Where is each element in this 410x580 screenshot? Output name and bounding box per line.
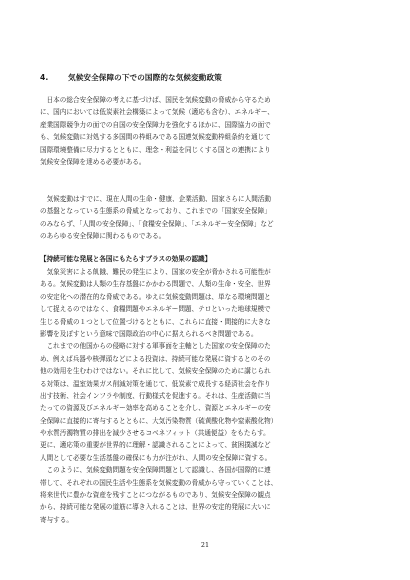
text-line: 産業国際競争力の面での自国の安全保障力を強化するほかに、国際協力の面で [40, 120, 271, 129]
section-number: 4. [40, 73, 49, 82]
paragraph-3 [40, 266, 370, 526]
text-line: のみならず、「人間の安全保障」、「食糧安全保障」、「エネルギー安全保障」など [40, 219, 274, 228]
text-line: このように、気候変動問題を安全保障問題として認識し、各国が国際的に連 [40, 466, 271, 475]
text-line: 国際環境整備に尽力するとともに、理念・利益を同じくする国との連携により [40, 145, 271, 154]
text-line: る対策は、温室効果ガス削減対策を通じて、低炭素で成長する経済社会を作り [40, 379, 271, 388]
subheading: 【持続可能な発展と各国にもたらすプラスの効果の認識】 [40, 255, 212, 263]
text-line: 更に、適応策の重要が世界的に理解・認識されることによって、貧困撲滅など [40, 441, 271, 450]
text-line: の基盤となっている生態系の脅威となっており、これまでの「国家安全保障」 [40, 207, 271, 216]
text-line: に、国内においては低炭素社会構築によって気候（適応も含む）、エネルギー、 [40, 108, 274, 117]
text-line: 将来世代に豊かな資産を残すことにつながるものであり、気候安全保障の観点 [40, 491, 271, 500]
text-line: 寄与する。 [40, 515, 73, 524]
text-line: ある。気候変動は人類の生存基盤にかかわる問題で、人類の生命・安全、世界 [40, 280, 271, 289]
text-line: め、例えば兵器や核弾頭などによる投資は、持続可能な発展に資するとのその [40, 354, 271, 363]
text-line: 生じる脅威の１つとして位置づけるとともに、これらに直接・間接的に大きな [40, 317, 271, 326]
text-line: これまでの他国からの侵略に対する軍事面を主軸とした国家の安全保障のた [40, 342, 271, 351]
text-line: たっての資源及びエネルギー効率を高めることを介し、資源とエネルギーの安 [40, 404, 271, 413]
text-line: 日本の総合安全保障の考えに基づけば、国民を気候変動の脅威から守るため [40, 96, 271, 104]
text-line: 出す技術、社会インフラや制度、行動様式を促進する。それは、生産活動に当 [40, 391, 271, 400]
text-line: 気象災害による飢餓、難民の発生により、国家の安全が脅かされる可能性が [40, 268, 271, 276]
paragraph-1 [40, 94, 370, 168]
text-line: 人間として必要な生活基盤の確保にも力が注がれ、人間の安全保障に資する。 [40, 453, 272, 462]
text-line: のあらゆる安全保障に関わるものである。 [40, 232, 166, 241]
text-line: 他の効用を生むわけではない。それに比して、気候安全保障のために講じられ [40, 367, 271, 376]
text-line: や水質汚濁物質の排出を減少させるコベネフィット（共通便益）をもたらす。 [40, 429, 270, 438]
text-line: から、持続可能な発展の道筋に導き入れることは、世界の安定的発展に大いに [40, 503, 271, 512]
section-title: 気候安全保障の下での国際的な気候変動政策 [68, 73, 222, 82]
text-line: 全保障に直接的に寄与するとともに、大気汚染物質（硫黄酸化物や窒素酸化物） [40, 416, 278, 425]
text-line: して捉えるのではなく、食糧問題やエネルギー問題、テロといった地球規模で [40, 305, 271, 314]
paragraph-2 [40, 193, 370, 243]
text-line: 影響を及ぼすという意味で国際政治の中心に据えられるべき問題である。 [40, 329, 258, 338]
page-number: 21 [200, 541, 210, 549]
text-line: も、気候変動に対処する多国間の枠組みである国連気候変動枠組条約を通じて [40, 133, 271, 142]
text-line: の安定化への潜在的な脅威である。ゆえに気候変動問題は、単なる環境問題と [40, 292, 271, 301]
section-heading [40, 72, 222, 83]
text-line: 気候安全保障を達める必要がある。 [40, 157, 146, 166]
text-line: 気候変動はすでに、現在人間の生命・健康、企業活動、国家さらに人間活動 [40, 195, 271, 203]
text-line: 帯して、それぞれの国民生活や生態系を気候変動の脅威から守っていくことは、 [40, 478, 278, 487]
